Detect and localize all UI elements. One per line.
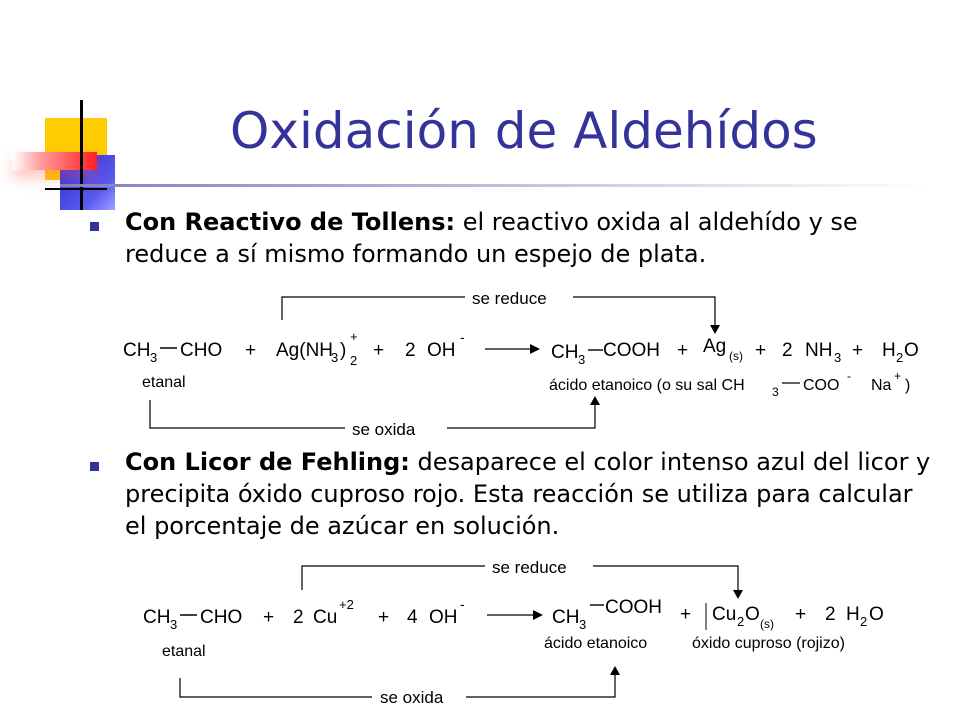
rxn2-cooh: COOH [605, 597, 662, 618]
rxn2-cu2o-o: O [745, 604, 760, 625]
rxn2-bottom-label: se oxida [380, 688, 444, 707]
rxn2-cu-sup: +2 [339, 597, 354, 612]
rxn1-product-sup: - [847, 369, 851, 383]
rxn1-oh-sup: - [460, 329, 465, 345]
rxn1-ag-sub2: 2 [350, 353, 358, 368]
rxn2-sub: 3 [579, 617, 587, 632]
rxn2-cho: CHO [200, 607, 243, 628]
rxn2-oh: OH [429, 607, 458, 628]
rxn1-plus: + [852, 340, 864, 361]
rxn2-coef: 2 [293, 607, 304, 628]
rxn1-nh: NH [805, 340, 833, 361]
rxn2-plus: + [795, 604, 807, 625]
rxn1-o: O [904, 340, 919, 361]
rxn1-reactant-name: etanal [142, 374, 186, 391]
rxn1-cooh: COOH [603, 340, 660, 361]
rxn2-cu2o-sub: 2 [737, 614, 745, 629]
rxn1-ag-s: Ag [703, 336, 727, 357]
rxn2-plus: + [680, 604, 692, 625]
bullet-body: desaparece el color intenso azul del licor y precipita óxido cuproso rojo. Esta reacción se utiliza para calcular el porcentaje de azúcar en solución. [125, 448, 931, 540]
rxn2-h-sub: 2 [860, 614, 868, 629]
rxn1-product-na: Na [871, 377, 892, 394]
rxn1-oh: OH [427, 340, 456, 361]
rxn1-top-label: se reduce [472, 289, 547, 308]
rxn1-plus: + [677, 340, 689, 361]
rxn2-plus: + [263, 607, 275, 628]
rxn2-cu: Cu [313, 607, 338, 628]
rxn1-cho: CHO [180, 340, 223, 361]
bullet-lead: Con Reactivo de Tollens: [125, 208, 456, 236]
rxn1-ag-s-sub: (s) [729, 349, 743, 363]
rxn2-ch: CH [552, 607, 580, 628]
rxn1-product-sub: 3 [772, 385, 779, 399]
rxn2-ch: CH [143, 607, 171, 628]
rxn1-ag-sup: + [350, 329, 358, 344]
rxn2-oh-sup: - [460, 596, 465, 612]
rxn1-sub: 3 [150, 350, 158, 365]
rxn1-ch: CH [551, 342, 579, 363]
rxn1-product-na-sup: + [894, 369, 902, 383]
rxn1-h-sub: 2 [896, 350, 904, 365]
rxn1-ch: CH [123, 340, 151, 361]
rxn1-plus: + [755, 340, 767, 361]
rxn1-product-close: ) [905, 377, 911, 394]
rxn2-product2-name: óxido cuproso (rojizo) [692, 635, 845, 652]
rxn2-top-label: se reduce [492, 558, 567, 577]
rxn2-cu2o-state: (s) [760, 617, 774, 631]
rxn1-product-tail: COO [803, 377, 840, 394]
rxn2-h: H [846, 604, 860, 625]
rxn2-coef: 2 [825, 604, 836, 625]
rxn1-ag: Ag(NH [276, 340, 334, 361]
rxn2-reactant-name: etanal [162, 643, 206, 660]
rxn1-plus: + [245, 340, 257, 361]
rxn2-o: O [869, 604, 884, 625]
rxn1-sub: 3 [578, 352, 586, 367]
rxn1-product-name: ácido etanoico (o su sal CH [549, 377, 745, 394]
slide-title: Oxidación de Aldehídos [230, 102, 818, 160]
rxn1-plus: + [373, 340, 385, 361]
rxn2-product1-name: ácido etanoico [544, 635, 648, 652]
rxn1-ag-close: ) [340, 340, 347, 361]
rxn1-bottom-label: se oxida [352, 420, 416, 439]
bullet-body: el reactivo oxida al aldehído y se reduce a sí mismo formando un espejo de plata. [125, 208, 858, 268]
rxn2-sub: 3 [170, 617, 178, 632]
rxn2-plus: + [378, 607, 390, 628]
rxn1-coef: 2 [405, 340, 416, 361]
rxn1-h: H [882, 340, 896, 361]
rxn1-coef: 2 [782, 340, 793, 361]
bullet-lead: Con Licor de Fehling: [125, 448, 410, 476]
rxn2-coef: 4 [407, 607, 418, 628]
rxn2-cu2o-cu: Cu [712, 604, 737, 625]
rxn1-ag-sub: 3 [331, 350, 339, 365]
rxn1-nh-sub: 3 [834, 350, 842, 365]
